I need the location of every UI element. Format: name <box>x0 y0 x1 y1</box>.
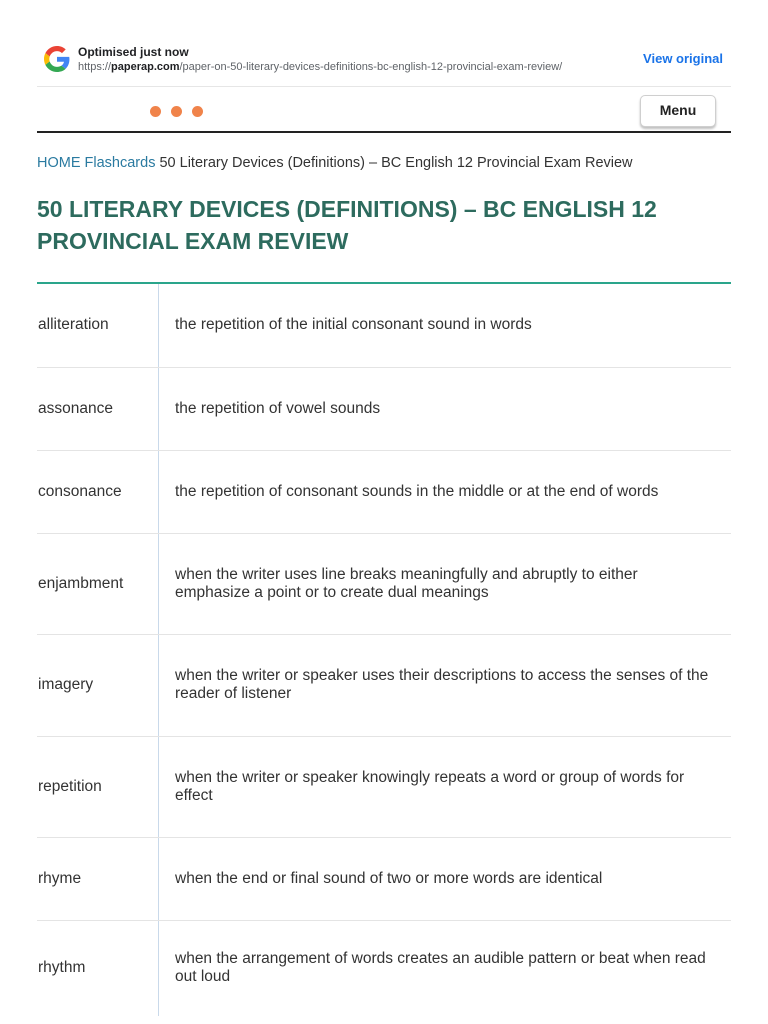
url-path: /paper-on-50-literary-devices-definitions-bc-english-12-provincial-exam-review/ <box>179 61 563 73</box>
breadcrumb <box>37 155 633 171</box>
google-logo-icon <box>44 46 70 72</box>
table-row <box>37 284 731 367</box>
site-logo[interactable] <box>150 104 213 116</box>
page-title: 50 LITERARY DEVICES (DEFINITIONS) – BC ENGLISH 12 PROVINCIAL EXAM REVIEW <box>37 196 657 254</box>
table-row <box>37 837 731 920</box>
table-row <box>37 634 731 736</box>
term-cell: rhyme <box>37 837 159 920</box>
breadcrumb-flashcards-link[interactable]: Flashcards <box>84 155 156 171</box>
term-cell: repetition <box>37 736 159 837</box>
breadcrumb-home-link[interactable]: HOME <box>37 155 81 171</box>
definition-cell: when the end or final sound of two or more words are identical <box>159 837 732 920</box>
table-row <box>37 533 731 634</box>
term-cell: assonance <box>37 367 159 450</box>
view-original-link[interactable]: View original <box>643 51 723 66</box>
logo-dot-icon <box>192 106 203 117</box>
term-cell: enjambment <box>37 533 159 634</box>
optimised-status: Optimised just now <box>78 45 189 59</box>
page-url <box>78 61 562 73</box>
url-prefix: https:// <box>78 61 112 73</box>
table-row <box>37 450 731 533</box>
breadcrumb-current: 50 Literary Devices (Definitions) – BC English 12 Provincial Exam Review <box>159 155 633 171</box>
definition-cell: the repetition of vowel sounds <box>159 367 732 450</box>
definition-cell: the repetition of consonant sounds in the middle or at the end of words <box>159 450 732 533</box>
table-row <box>37 367 731 450</box>
definition-cell: when the writer uses line breaks meaningfully and abruptly to either emphasize a point or to create dual meanings <box>159 533 732 634</box>
definitions-table <box>37 284 731 1016</box>
amp-viewer-header <box>37 40 731 87</box>
table-row <box>37 736 731 837</box>
logo-dot-icon <box>171 106 182 117</box>
url-domain: paperap.com <box>111 61 180 73</box>
logo-dot-icon <box>150 106 161 117</box>
definition-cell: when the arrangement of words creates an audible pattern or beat when read out loud <box>175 950 706 986</box>
term-cell: alliteration <box>37 284 159 367</box>
definition-cell: when the writer or speaker uses their descriptions to access the senses of the reader of listener <box>159 634 732 736</box>
definition-cell: when the writer or speaker knowingly repeats a word or group of words for effect <box>159 736 732 837</box>
term-cell: consonance <box>37 450 159 533</box>
definition-cell: the repetition of the initial consonant sound in words <box>159 284 732 367</box>
table-row <box>37 920 731 1016</box>
term-cell: imagery <box>37 634 159 736</box>
site-nav <box>37 87 731 133</box>
term-cell: rhythm <box>37 920 159 1016</box>
menu-button[interactable]: Menu <box>640 95 716 127</box>
